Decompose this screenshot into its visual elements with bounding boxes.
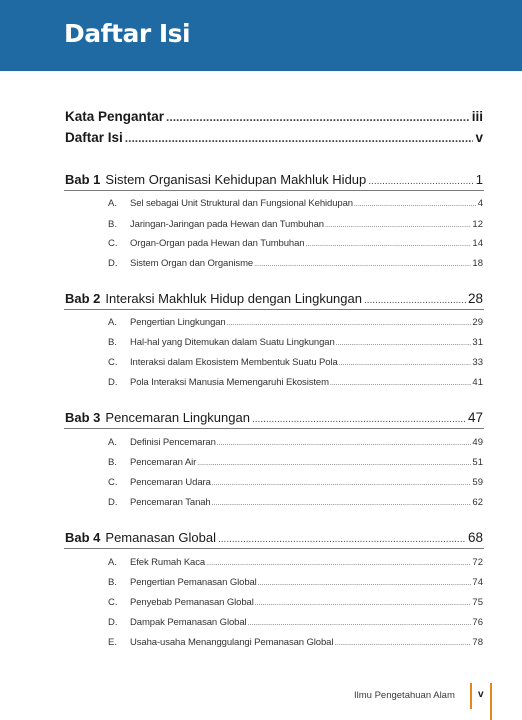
section-letter: C. <box>108 477 118 488</box>
section-letter: A. <box>108 317 117 328</box>
toc-entry-page: iii <box>471 109 483 124</box>
section-entry[interactable] <box>108 357 483 368</box>
chapter-page: 1 <box>475 172 483 187</box>
chapter-entry-bab-3[interactable] <box>65 410 483 425</box>
section-label: Hal-hal yang Ditemukan dalam Suatu Lingkungan <box>130 337 335 348</box>
section-letter: A. <box>108 437 117 448</box>
section-label: Sel sebagai Unit Struktural dan Fungsional Kehidupan <box>130 198 353 209</box>
leader-dots <box>364 295 466 306</box>
section-page: 29 <box>472 317 483 328</box>
section-label: Interaksi dalam Ekosistem Membentuk Suatu Pola <box>130 357 338 368</box>
section-page: 78 <box>472 637 483 648</box>
leader-dots <box>339 360 472 367</box>
section-letter: C. <box>108 238 118 249</box>
chapter-entry-bab-1[interactable] <box>65 172 483 187</box>
chapter-entry-bab-2[interactable] <box>65 291 483 306</box>
section-letter: C. <box>108 357 118 368</box>
leader-dots <box>217 440 472 447</box>
leader-dots <box>166 110 470 124</box>
section-page: 76 <box>472 617 483 628</box>
section-letter: E. <box>108 637 117 648</box>
leader-dots <box>212 480 472 487</box>
section-label: Dampak Pemanasan Global <box>130 617 247 628</box>
section-entry[interactable] <box>108 577 483 588</box>
section-label: Pengertian Lingkungan <box>130 317 226 328</box>
toc-entry-label: Daftar Isi <box>65 130 123 145</box>
section-page: 41 <box>472 377 483 388</box>
toc-entry-label: Kata Pengantar <box>65 109 165 124</box>
section-label: Pencemaran Air <box>130 457 197 468</box>
section-letter: A. <box>108 557 117 568</box>
chapter-entry-bab-4[interactable] <box>65 530 483 545</box>
page-edge-accent <box>490 683 492 720</box>
section-letter: A. <box>108 198 117 209</box>
chapter-title: Pemanasan Global <box>105 530 216 545</box>
leader-dots <box>325 222 471 229</box>
leader-dots <box>330 380 472 387</box>
title-banner <box>0 0 522 71</box>
leader-dots <box>248 620 472 627</box>
chapter-divider <box>64 190 484 191</box>
chapter-label <box>65 291 362 306</box>
footer-page-number: v <box>478 689 484 700</box>
section-label: Jaringan-Jaringan pada Hewan dan Tumbuhan <box>130 219 324 230</box>
chapter-number: Bab 1 <box>65 172 101 187</box>
section-entry[interactable] <box>108 637 483 648</box>
section-letter: D. <box>108 258 118 269</box>
leader-dots <box>125 131 474 145</box>
section-letter: B. <box>108 577 117 588</box>
section-label: Pengertian Pemanasan Global <box>130 577 257 588</box>
chapter-divider <box>64 548 484 549</box>
section-label: Penyebab Pemanasan Global <box>130 597 254 608</box>
section-entry[interactable] <box>108 219 483 230</box>
section-letter: B. <box>108 337 117 348</box>
section-label: Organ-Organ pada Hewan dan Tumbuhan <box>130 238 305 249</box>
chapter-divider <box>64 309 484 310</box>
chapter-page: 68 <box>467 530 483 545</box>
toc-entry-daftar-isi[interactable] <box>65 130 483 145</box>
section-label: Usaha-usaha Menanggulangi Pemanasan Global <box>130 637 334 648</box>
section-letter: B. <box>108 457 117 468</box>
section-entry[interactable] <box>108 377 483 388</box>
leader-dots <box>212 500 472 507</box>
section-letter: C. <box>108 597 118 608</box>
chapter-number: Bab 4 <box>65 530 101 545</box>
leader-dots <box>197 460 471 467</box>
section-letter: D. <box>108 377 118 388</box>
section-page: 31 <box>472 337 483 348</box>
section-letter: D. <box>108 617 118 628</box>
chapter-page: 28 <box>467 291 483 306</box>
chapter-number: Bab 2 <box>65 291 101 306</box>
toc-entry-page: v <box>475 130 483 145</box>
chapter-title: Sistem Organisasi Kehidupan Makhluk Hidup <box>105 172 367 187</box>
section-entry[interactable] <box>108 617 483 628</box>
section-entry[interactable] <box>108 437 483 448</box>
section-page: 74 <box>472 577 483 588</box>
toc-entry-kata-pengantar[interactable] <box>65 109 483 124</box>
footer-book-title: Ilmu Pengetahuan Alam <box>354 690 455 701</box>
chapter-page: 47 <box>467 410 483 425</box>
leader-dots <box>218 534 466 545</box>
section-entry[interactable] <box>108 198 483 209</box>
page-title: Daftar Isi <box>64 19 191 48</box>
leader-dots <box>334 640 471 647</box>
section-entry[interactable] <box>108 497 483 508</box>
leader-dots <box>227 320 472 327</box>
chapter-title: Interaksi Makhluk Hidup dengan Lingkungan <box>105 291 362 306</box>
leader-dots <box>206 560 471 567</box>
section-page: 62 <box>472 497 483 508</box>
footer-accent-bar <box>470 683 472 709</box>
section-page: 49 <box>472 437 483 448</box>
leader-dots <box>252 414 466 425</box>
leader-dots <box>368 176 474 187</box>
chapter-number: Bab 3 <box>65 410 101 425</box>
section-entry[interactable] <box>108 238 483 249</box>
section-label: Pola Interaksi Manusia Memengaruhi Ekosistem <box>130 377 329 388</box>
section-page: 18 <box>472 258 483 269</box>
chapter-title: Pencemaran Lingkungan <box>105 410 250 425</box>
section-page: 12 <box>472 219 483 230</box>
section-page: 14 <box>472 238 483 249</box>
section-page: 33 <box>472 357 483 368</box>
section-page: 75 <box>472 597 483 608</box>
section-label: Pencemaran Udara <box>130 477 211 488</box>
leader-dots <box>305 241 471 248</box>
section-page: 51 <box>472 457 483 468</box>
chapter-label <box>65 410 250 425</box>
section-entry[interactable] <box>108 597 483 608</box>
leader-dots <box>255 600 472 607</box>
chapter-label <box>65 172 366 187</box>
leader-dots <box>354 201 477 208</box>
chapter-divider <box>64 428 484 429</box>
section-letter: B. <box>108 219 117 230</box>
section-label: Pencemaran Tanah <box>130 497 211 508</box>
section-label: Efek Rumah Kaca <box>130 557 206 568</box>
section-entry[interactable] <box>108 258 483 269</box>
section-label: Definisi Pencemaran <box>130 437 216 448</box>
leader-dots <box>254 261 471 268</box>
section-entry[interactable] <box>108 337 483 348</box>
section-entry[interactable] <box>108 457 483 468</box>
section-letter: D. <box>108 497 118 508</box>
section-entry[interactable] <box>108 477 483 488</box>
section-entry[interactable] <box>108 557 483 568</box>
section-page: 59 <box>472 477 483 488</box>
chapter-label <box>65 530 216 545</box>
section-label: Sistem Organ dan Organisme <box>130 258 254 269</box>
leader-dots <box>258 580 472 587</box>
section-entry[interactable] <box>108 317 483 328</box>
leader-dots <box>336 340 472 347</box>
section-page: 72 <box>472 557 483 568</box>
section-page: 4 <box>477 198 483 209</box>
